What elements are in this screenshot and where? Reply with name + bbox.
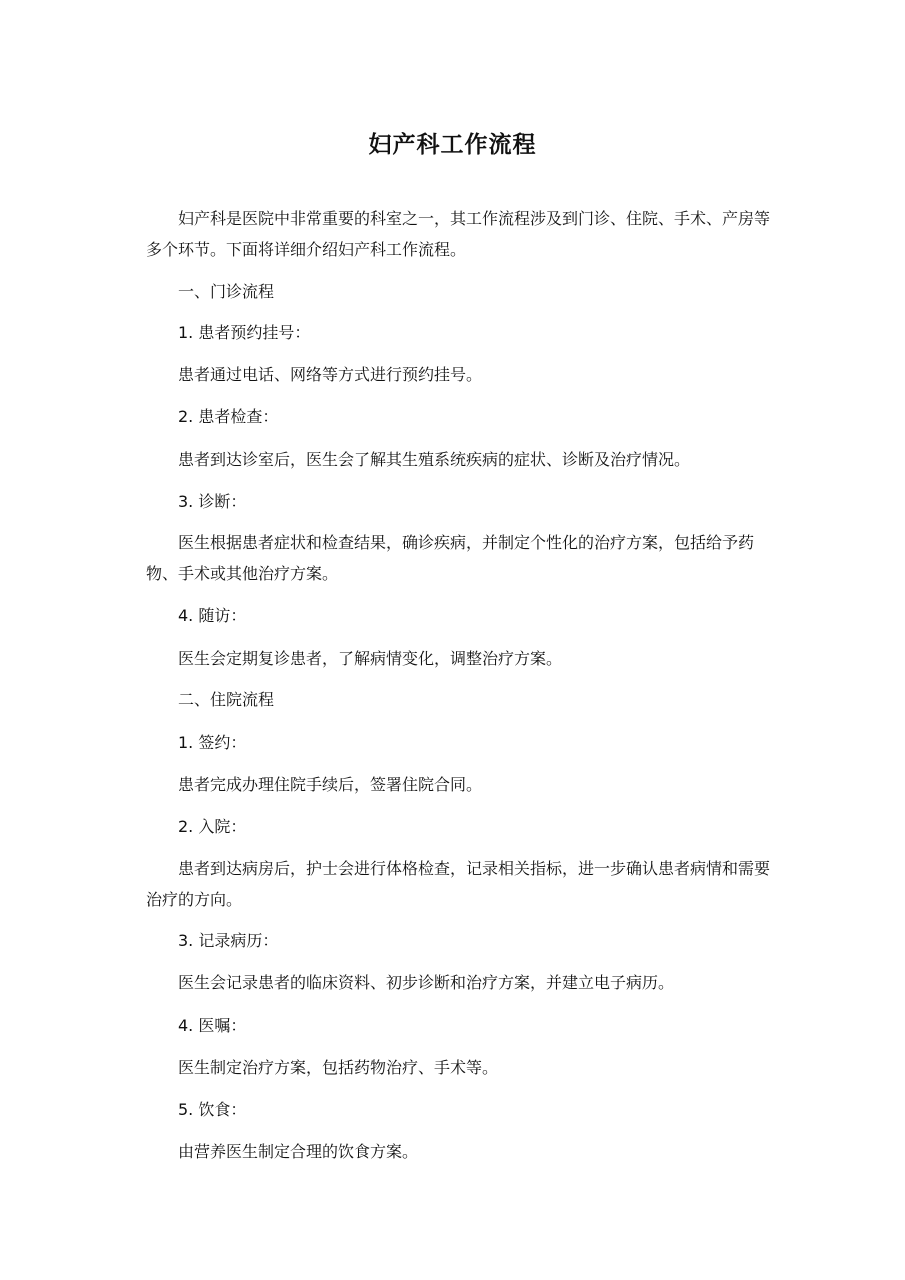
inpatient-item-5-label: 5. 饮食： [178,1100,247,1119]
inpatient-item-2-label: 2. 入院： [178,817,247,836]
inpatient-item-3-text: 医生会记录患者的临床资料、初步诊断和治疗方案，并建立电子病历。 [178,973,675,992]
section-heading-inpatient: 二、住院流程 [178,690,275,709]
outpatient-item-1-label: 1. 患者预约挂号： [178,323,311,342]
inpatient-item-1-text: 患者完成办理住院手续后，签署住院合同。 [178,775,483,794]
intro-paragraph: 妇产科是医院中非常重要的科室之一，其工作流程涉及到门诊、住院、手术、产房等多个环节。下面将详细介绍妇产科工作流程。 [146,209,771,259]
outpatient-item-1-text: 患者通过电话、网络等方式进行预约挂号。 [178,365,483,384]
outpatient-item-4-label: 4. 随访： [178,606,247,625]
inpatient-item-4-label: 4. 医嘱： [178,1016,247,1035]
inpatient-item-1-label: 1. 签约： [178,733,247,752]
inpatient-item-2-text: 患者到达病房后，护士会进行体格检查，记录相关指标，进一步确认患者病情和需要治疗的方向。 [146,859,771,909]
inpatient-item-5-text: 由营养医生制定合理的饮食方案。 [178,1142,419,1161]
inpatient-item-4-text: 医生制定治疗方案，包括药物治疗、手术等。 [178,1058,499,1077]
outpatient-item-3-text: 医生根据患者症状和检查结果，确诊疾病，并制定个性化的治疗方案，包括给予药物、手术或其他治疗方案。 [146,533,755,583]
document-title: 妇产科工作流程 [368,132,537,158]
outpatient-item-3-label: 3. 诊断： [178,492,247,511]
inpatient-item-3-label: 3. 记录病历： [178,931,279,950]
outpatient-item-2-text: 患者到达诊室后，医生会了解其生殖系统疾病的症状、诊断及治疗情况。 [178,450,691,469]
outpatient-item-2-label: 2. 患者检查： [178,407,279,426]
section-heading-outpatient: 一、门诊流程 [178,282,275,301]
outpatient-item-4-text: 医生会定期复诊患者，了解病情变化，调整治疗方案。 [178,649,563,668]
